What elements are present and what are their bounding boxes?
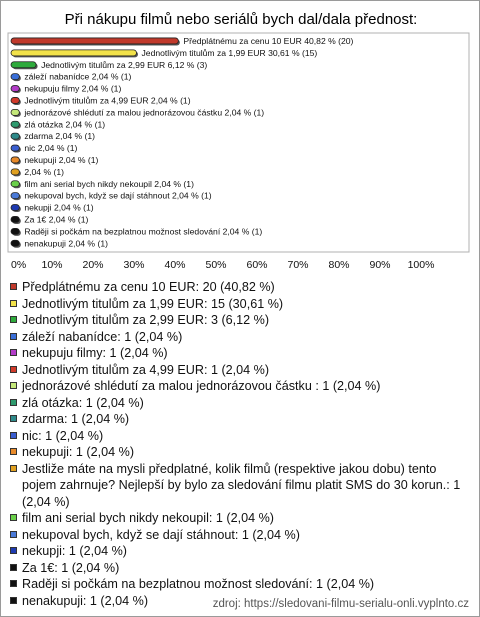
bar — [11, 50, 137, 56]
legend-swatch — [10, 399, 17, 406]
bar-group — [11, 119, 105, 129]
x-tick-label: 80% — [328, 259, 350, 271]
bar — [11, 157, 19, 163]
x-tick-label: 70% — [287, 259, 309, 271]
legend-swatch — [10, 366, 17, 373]
legend-item — [10, 312, 472, 329]
bar-label: Za 1€ 2,04 % (1) — [24, 214, 89, 225]
legend-label: Raději si počkám na bezplatnou možnost sledování: 1 (2,04 %) — [22, 577, 375, 591]
legend-item — [10, 395, 472, 412]
legend-item — [10, 411, 472, 428]
bar-group — [11, 72, 132, 82]
legend-swatch — [10, 415, 17, 422]
bar-label: nekupji 2,04 % (1) — [24, 202, 94, 213]
legend-label: nic: 1 (2,04 %) — [22, 428, 104, 443]
x-tick-label: 60% — [246, 259, 268, 271]
legend-swatch — [10, 300, 17, 307]
legend-swatch — [10, 283, 17, 290]
bar-label: nekupuju filmy 2,04 % (1) — [24, 83, 122, 94]
chart-title: Při nákupu filmů nebo seriálů bych dal/dala přednost: — [64, 11, 418, 28]
legend-swatch — [10, 531, 17, 538]
legend-item — [10, 345, 472, 362]
legend-label: nekupji: 1 (2,04 %) — [22, 544, 128, 558]
legend-label: Jednotlivým titulům za 2,99 EUR: 3 (6,12 %) — [22, 313, 270, 327]
legend-label: nenakupuji: 1 (2,04 %) — [22, 593, 149, 608]
legend-item — [10, 543, 472, 560]
legend-swatch — [10, 514, 17, 521]
bar-group — [11, 60, 207, 70]
bar-group — [11, 191, 212, 201]
legend-label: Jednotlivým titulům za 1,99 EUR: 15 (30,61 %) — [22, 296, 284, 311]
bar-group — [11, 214, 89, 224]
bar-group — [11, 95, 191, 105]
x-tick-label: 20% — [82, 259, 104, 271]
bar-label: film ani serial bych nikdy nekoupil 2,04 % (1) — [24, 178, 194, 189]
legend-item — [10, 362, 472, 379]
legend-item — [10, 527, 472, 544]
bar — [11, 133, 19, 139]
bar-group — [11, 143, 78, 153]
bar-label: nekupuji 2,04 % (1) — [24, 154, 99, 165]
bar-label: nic 2,04 % (1) — [24, 143, 78, 154]
legend-label: nekupuju filmy: 1 (2,04 %) — [22, 346, 168, 360]
x-tick-label: 0% — [11, 259, 27, 271]
bar — [11, 74, 19, 80]
bar-label: Jednotlivým titulům za 4,99 EUR 2,04 % (1) — [24, 95, 191, 106]
legend-item — [10, 378, 472, 395]
x-tick-label: 90% — [369, 259, 391, 271]
bar — [11, 193, 19, 199]
legend-swatch — [10, 333, 17, 340]
bar-group — [11, 226, 262, 236]
bar-label: nenakupuji 2,04 % (1) — [24, 238, 108, 249]
legend-label: nekupuji: 1 (2,04 %) — [22, 445, 135, 459]
legend — [10, 279, 472, 609]
legend-swatch — [10, 547, 17, 554]
bar-plot — [1, 1, 479, 276]
bar-label: zlá otázka 2,04 % (1) — [24, 119, 106, 130]
legend-label: film ani serial bych nikdy nekoupil: 1 (2,04 %) — [22, 511, 274, 525]
bar-group — [11, 167, 64, 177]
legend-item — [10, 560, 472, 577]
x-tick-label: 40% — [164, 259, 186, 271]
legend-label: Jednotlivým titulům za 4,99 EUR: 1 (2,04 %) — [22, 362, 270, 377]
legend-swatch — [10, 382, 17, 389]
legend-label: zlá otázka: 1 (2,04 %) — [22, 395, 144, 410]
bar — [11, 228, 19, 234]
legend-label: zdarma: 1 (2,04 %) — [22, 412, 130, 426]
bar-label: Jednotlivým titulům za 2,99 EUR 6,12 % (3) — [41, 59, 208, 70]
legend-label: jednorázové shlédutí za malou jednorázovou částku : 1 (2,04 %) — [22, 379, 381, 393]
legend-label: Za 1€: 1 (2,04 %) — [22, 560, 120, 575]
legend-swatch — [10, 432, 17, 439]
legend-label: Jestliže máte na mysli předplatné, kolik filmů (respektive jakou dobu) tento pojem zahrnuje? Nejlepší by bylo za sledování filmu platit SMS do 30 korun.: 1 (2,04 %) — [22, 461, 461, 509]
legend-label: Předplátnému za cenu 10 EUR: 20 (40,82 %) — [22, 280, 275, 294]
bar — [11, 121, 19, 127]
bar-label: záleží nabanídce 2,04 % (1) — [24, 71, 132, 82]
legend-item — [10, 279, 472, 296]
bar — [11, 181, 19, 187]
bar-group — [11, 238, 108, 248]
x-tick-label: 50% — [205, 259, 227, 271]
bar-group — [11, 48, 317, 58]
bar-group — [11, 155, 99, 165]
bar-group — [11, 84, 121, 94]
bar — [11, 216, 19, 222]
bar-label: Jednotlivým titulům za 1,99 EUR 30,61 % (15) — [141, 47, 318, 58]
bar — [11, 205, 19, 211]
source-note: zdroj: https://sledovani-filmu-serialu-onli.vyplnto.cz — [212, 598, 469, 610]
bar-label: Předplátnému za cenu 10 EUR 40,82 % (20) — [183, 35, 354, 46]
legend-swatch — [10, 349, 17, 356]
legend-item — [10, 576, 472, 593]
legend-swatch — [10, 597, 17, 604]
legend-swatch — [10, 465, 17, 472]
legend-swatch — [10, 564, 17, 571]
bar — [11, 86, 19, 92]
x-tick-label: 10% — [41, 259, 63, 271]
legend-item — [10, 444, 472, 461]
bar — [11, 169, 19, 175]
bar-group — [11, 131, 95, 141]
bar — [11, 97, 19, 103]
bar-label: Raději si počkám na bezplatnou možnost sledování 2,04 % (1) — [24, 226, 263, 237]
legend-item — [10, 296, 472, 313]
legend-item — [10, 329, 472, 346]
bar-label: jednorázové shlédutí za malou jednorázovou částku 2,04 % (1) — [24, 107, 265, 118]
x-tick-label: 100% — [407, 259, 435, 271]
bar-group — [11, 203, 94, 213]
bar — [11, 240, 19, 246]
x-tick-label: 30% — [123, 259, 145, 271]
legend-label: nekupoval bych, když se dají stáhnout: 1 (2,04 %) — [22, 527, 300, 542]
bar-group — [11, 179, 194, 189]
bar-group — [11, 107, 264, 117]
bar-group — [11, 36, 354, 46]
legend-swatch — [10, 316, 17, 323]
bar — [11, 145, 19, 151]
legend-label: záleží nabanídce: 1 (2,04 %) — [22, 329, 183, 344]
bar — [11, 109, 19, 115]
bar — [11, 38, 178, 44]
legend-item — [10, 510, 472, 527]
bar — [11, 62, 36, 68]
bar-label: zdarma 2,04 % (1) — [24, 131, 96, 142]
legend-item — [10, 461, 472, 511]
legend-swatch — [10, 580, 17, 587]
bar-label: nekupoval bych, když se dají stáhnout 2,04 % (1) — [24, 190, 212, 201]
bar-label: 2,04 % (1) — [24, 166, 65, 177]
legend-swatch — [10, 448, 17, 455]
legend-item — [10, 428, 472, 445]
